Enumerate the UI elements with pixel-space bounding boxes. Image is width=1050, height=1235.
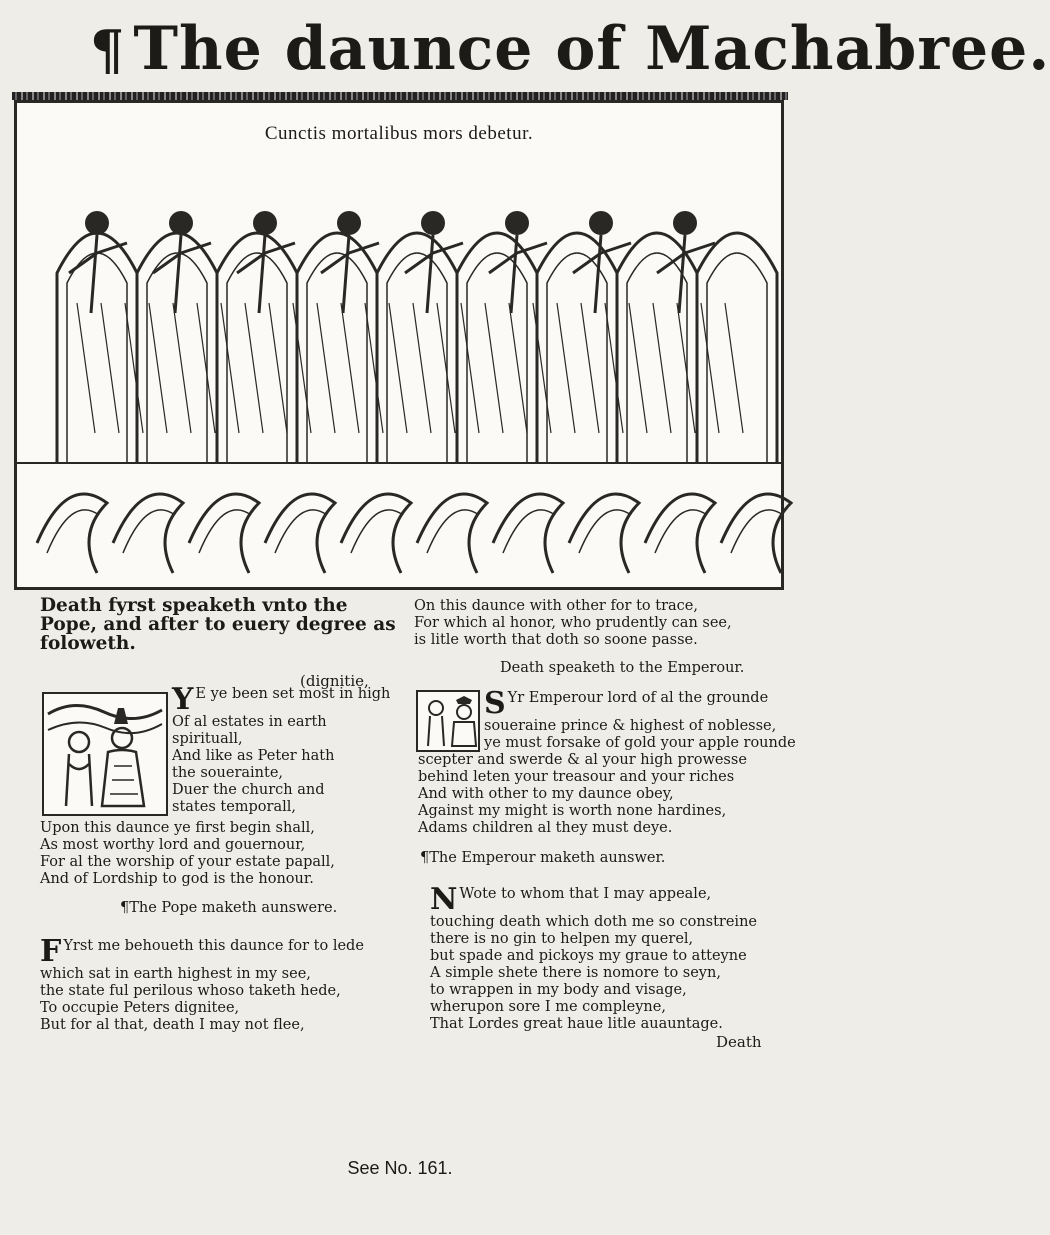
- woodcut-death-and-emperor: [416, 690, 480, 752]
- stanza-line: But for al that, death I may not flee,: [40, 1017, 305, 1033]
- pilcrow-icon: ¶: [420, 850, 430, 866]
- stanza-line: S Yr Emperour lord of al the grounde: [484, 686, 769, 721]
- stanza-line: To occupie Peters dignitee,: [40, 1000, 240, 1016]
- woodcut-arch: [297, 233, 377, 463]
- woodcut-hatch: [413, 303, 431, 433]
- woodcut-hatch: [269, 303, 287, 433]
- stanza-line: And like as Peter hath: [172, 748, 335, 764]
- woodcut-hatch: [197, 303, 215, 433]
- woodcut-hatch: [509, 303, 527, 433]
- stanza-line: Duer the church and: [172, 782, 325, 798]
- stanza-line: That Lordes great haue litle auauntage.: [430, 1016, 723, 1032]
- stanza-line: there is no gin to helpen my querel,: [430, 931, 694, 947]
- woodcut-figure-head: [589, 211, 613, 235]
- intro-line-2: Pope, and after to euery degree as: [40, 614, 396, 635]
- woodcut-figure-head: [421, 211, 445, 235]
- intro-line-1: Death fyrst speaketh vnto the: [40, 595, 348, 616]
- stanza-line: On this daunce with other for to trace,: [414, 598, 698, 614]
- stanza-line: soueraine prince & highest of noblesse,: [484, 718, 777, 734]
- woodcut-hatch: [653, 303, 671, 433]
- pilcrow-icon: ¶: [90, 18, 126, 82]
- woodcut-figure-head: [337, 211, 361, 235]
- stanza-line: states temporall,: [172, 799, 297, 815]
- stanza-line: And with other to my daunce obey,: [418, 786, 674, 802]
- woodcut-hatch: [317, 303, 335, 433]
- woodcut-hatch: [341, 303, 359, 433]
- stanza-line: F Yrst me behoueth this daunce for to lede: [40, 934, 364, 969]
- drop-initial: F: [40, 934, 62, 969]
- woodcut-hatch: [581, 303, 599, 433]
- stanza-line: N Wote to whom that I may appeale,: [430, 882, 712, 917]
- woodcut-death-and-pope: [42, 692, 168, 816]
- pilcrow-icon: ¶: [120, 900, 130, 916]
- stanza-line: Of al estates in earth: [172, 714, 327, 730]
- drop-initial: S: [484, 686, 506, 721]
- woodcut-illustration: [17, 103, 781, 587]
- stanza-line: the souerainte,: [172, 765, 284, 781]
- stanza-pope-answer: [40, 934, 364, 1034]
- woodcut-figure-head: [505, 211, 529, 235]
- footer-note: See No. 161.: [347, 1158, 453, 1178]
- woodcut-arch: [697, 233, 777, 463]
- woodcut-hatch: [629, 303, 647, 433]
- stanza-line: scepter and swerde & al your high prowesse: [418, 752, 747, 768]
- motto: Cunctis mortalibus mors debetur.: [264, 123, 534, 144]
- stanza-line: spirituall,: [172, 731, 243, 747]
- woodcut-figure-head: [85, 211, 109, 235]
- woodcut-hatch: [557, 303, 575, 433]
- woodcut-figure-body: [405, 235, 463, 313]
- dignitie-label: (dignitie,: [300, 672, 369, 690]
- woodcut-hatch: [485, 303, 503, 433]
- woodcut-arch: [617, 233, 697, 463]
- woodcut-hatch: [725, 303, 743, 433]
- small-woodcut-emperor: [418, 692, 478, 750]
- woodcut-hatch: [77, 303, 95, 433]
- woodcut-arch-inner: [387, 253, 447, 463]
- woodcut-hatch: [149, 303, 167, 433]
- woodcut-hatch: [221, 303, 239, 433]
- woodcut-hatch: [101, 303, 119, 433]
- stanza-line: As most worthy lord and gouernour,: [40, 837, 306, 853]
- woodcut-hatch: [389, 303, 407, 433]
- right-intro: [414, 598, 732, 649]
- pope-heading: ¶The Pope maketh aunswere.: [120, 900, 338, 916]
- stanza-line: Y E ye been set most in high: [172, 682, 391, 717]
- woodcut-figure-body: [69, 235, 127, 313]
- stanza-line: which sat in earth highest in my see,: [40, 966, 311, 982]
- intro-line-3: foloweth.: [40, 633, 136, 654]
- woodcut-figure-body: [321, 235, 379, 313]
- emperor-heading: ¶The Emperour maketh aunswer.: [420, 850, 666, 866]
- woodcut-arch: [377, 233, 457, 463]
- stanza-line: Against my might is worth none hardines,: [418, 803, 727, 819]
- woodcut-hatch: [461, 303, 479, 433]
- woodcut-figure-head: [253, 211, 277, 235]
- woodcut-arch-inner: [67, 253, 127, 463]
- woodcut-arch-inner: [627, 253, 687, 463]
- woodcut-arch: [217, 233, 297, 463]
- stanza-line: is litle worth that doth so soone passe.: [414, 632, 698, 648]
- stanza-line: For which al honor, who prudently can see,: [414, 615, 732, 631]
- stanza-line: A simple shete there is nomore to seyn,: [430, 965, 721, 981]
- woodcut-arch: [537, 233, 617, 463]
- stanza-line: Adams children al they must deye.: [418, 820, 673, 836]
- stanza-death-to-emperor-full: [418, 752, 747, 837]
- drop-initial: Y: [172, 682, 194, 717]
- woodcut-hatch: [701, 303, 719, 433]
- stanza-line: ye must forsake of gold your apple rounde: [484, 735, 796, 751]
- left-column: [40, 596, 410, 653]
- stanza-death-to-pope-full: [40, 820, 335, 888]
- page-title: ¶ The daunce of Machabree.: [90, 14, 1050, 84]
- stanza-line: but spade and pickoys my graue to atteyne: [430, 948, 747, 964]
- stanza-emperor-answer: [430, 882, 757, 1033]
- ornamental-border: [12, 92, 788, 100]
- woodcut-figure-head: [169, 211, 193, 235]
- woodcut-hatch: [173, 303, 191, 433]
- catchword: Death: [716, 1033, 762, 1051]
- stanza-line: Upon this daunce ye first begin shall,: [40, 820, 315, 836]
- woodcut-arch-inner: [707, 253, 767, 463]
- small-woodcut-pope: [44, 694, 166, 814]
- woodcut-arch-inner: [467, 253, 527, 463]
- stanza-line: And of Lordship to god is the honour.: [40, 871, 314, 887]
- stanza-line: touching death which doth me so constreine: [430, 914, 757, 930]
- woodcut-dance-of-death: [14, 100, 784, 590]
- woodcut-hatch: [437, 303, 455, 433]
- woodcut-figure-head: [673, 211, 697, 235]
- drop-initial: N: [430, 882, 458, 917]
- stanza-death-to-pope-indented: [172, 682, 391, 816]
- stanza-line: wherupon sore I me compleyne,: [430, 999, 666, 1015]
- woodcut-hatch: [677, 303, 695, 433]
- woodcut-hatch: [245, 303, 263, 433]
- stanza-death-to-emperor-indented: [484, 686, 796, 752]
- stanza-line: behind leten your treasour and your riches: [418, 769, 735, 785]
- stanza-line: For al the worship of your estate papall,: [40, 854, 335, 870]
- woodcut-arch-inner: [307, 253, 367, 463]
- woodcut-arch: [57, 233, 137, 463]
- stanza-line: to wrappen in my body and visage,: [430, 982, 687, 998]
- stanza-line: the state ful perilous whoso taketh hede,: [40, 983, 341, 999]
- death-heading: Death speaketh to the Emperour.: [500, 660, 745, 676]
- woodcut-arch-inner: [227, 253, 287, 463]
